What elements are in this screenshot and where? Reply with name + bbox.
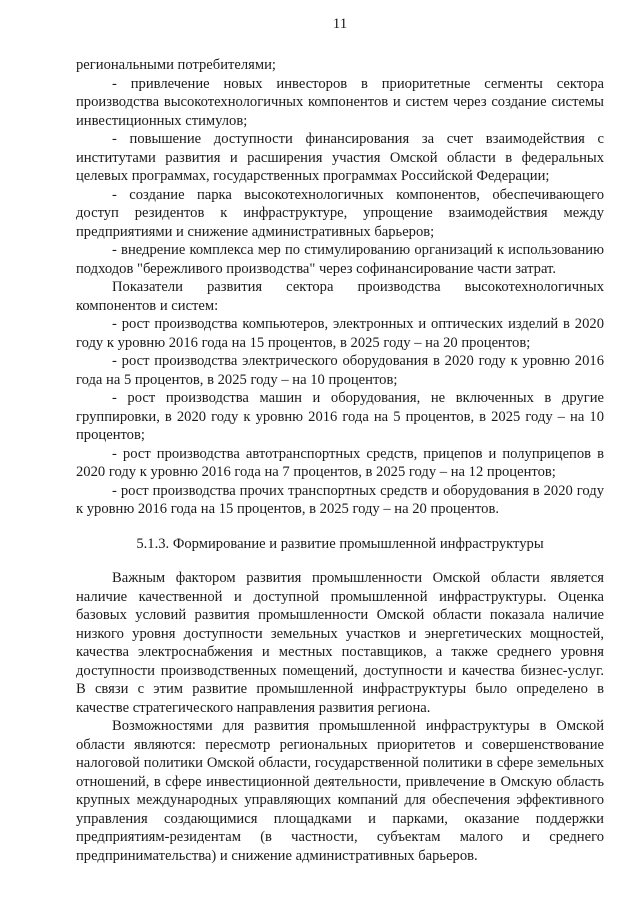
- paragraph: Важным фактором развития промышленности Омской области является наличие качественной и доступной промышленной инфраструктуры. Оценка базовых условий развития промышленности Омской области показала наличие низкого уровня доступности земельных участков и энергетических мощностей, качества электроснабжения и местных поставщиков, а также среднего уровня доступности производственных помещений, доступности и качества бизнес-услуг. В связи с этим развитие промышленной инфраструктуры было определено в качестве стратегического направления развития региона.: [76, 570, 604, 716]
- list-item: - привлечение новых инвесторов в приоритетные сегменты сектора производства высокотехнологичных компонентов и систем через создание системы инвестиционных стимулов;: [76, 75, 604, 129]
- body-before-heading: [76, 56, 604, 519]
- paragraph: Показатели развития сектора производства высокотехнологичных компонентов и систем:: [76, 279, 604, 314]
- section-heading: 5.1.3. Формирование и развитие промышленной инфраструктуры: [136, 535, 544, 552]
- list-item: - повышение доступности финансирования за счет взаимодействия с институтами развития и расширения участия Омской области в федеральных целевых программах, государственных программах Российской Федерации;: [76, 131, 604, 184]
- list-item: - внедрение комплекса мер по стимулированию организаций к использованию подходов "бережливого производства" через софинансирование части затрат.: [76, 242, 604, 277]
- paragraph: региональными потребителями;: [76, 57, 276, 73]
- paragraph: Возможностями для развития промышленной инфраструктуры в Омской области являются: пересмотр региональных приоритетов и совершенствование налоговой политики Омской области, государственной политики в сфере земельных отношений, в сфере инвестиционной деятельности, привлечение в Омскую область крупных международных управляющих компаний для обеспечения эффективного управления создающимися площадками и парками, оказание поддержки предприятиям-резидентам (в частности, субъектам малого и среднего предпринимательства) и снижение административных барьеров.: [76, 718, 604, 864]
- body-after-heading: [76, 569, 604, 865]
- list-item: - создание парка высокотехнологичных компонентов, обеспечивающего доступ резидентов к инфраструктуре, упрощение взаимодействия между предприятиями и снижение административных барьеров;: [76, 186, 604, 240]
- document-page: [76, 14, 604, 865]
- list-item: - рост производства электрического оборудования в 2020 году к уровню 2016 года на 5 процентов, в 2025 году – на 10 процентов;: [76, 353, 604, 388]
- list-item: - рост производства машин и оборудования, не включенных в другие группировки, в 2020 году к уровню 2016 года на 5 процентов, в 2025 году – на 10 процентов;: [76, 390, 604, 443]
- list-item: - рост производства прочих транспортных средств и оборудования в 2020 году к уровню 2016 года на 15 процентов, в 2025 году – на 20 процентов.: [76, 482, 604, 517]
- list-item: - рост производства компьютеров, электронных и оптических изделий в 2020 году к уровню 2016 года на 15 процентов, в 2025 году – на 20 процентов;: [76, 316, 604, 351]
- page-number: 11: [332, 16, 348, 32]
- list-item: - рост производства автотранспортных средств, прицепов и полуприцепов в 2020 году к уровню 2016 года на 7 процентов, в 2025 году – на 12 процентов;: [76, 445, 604, 480]
